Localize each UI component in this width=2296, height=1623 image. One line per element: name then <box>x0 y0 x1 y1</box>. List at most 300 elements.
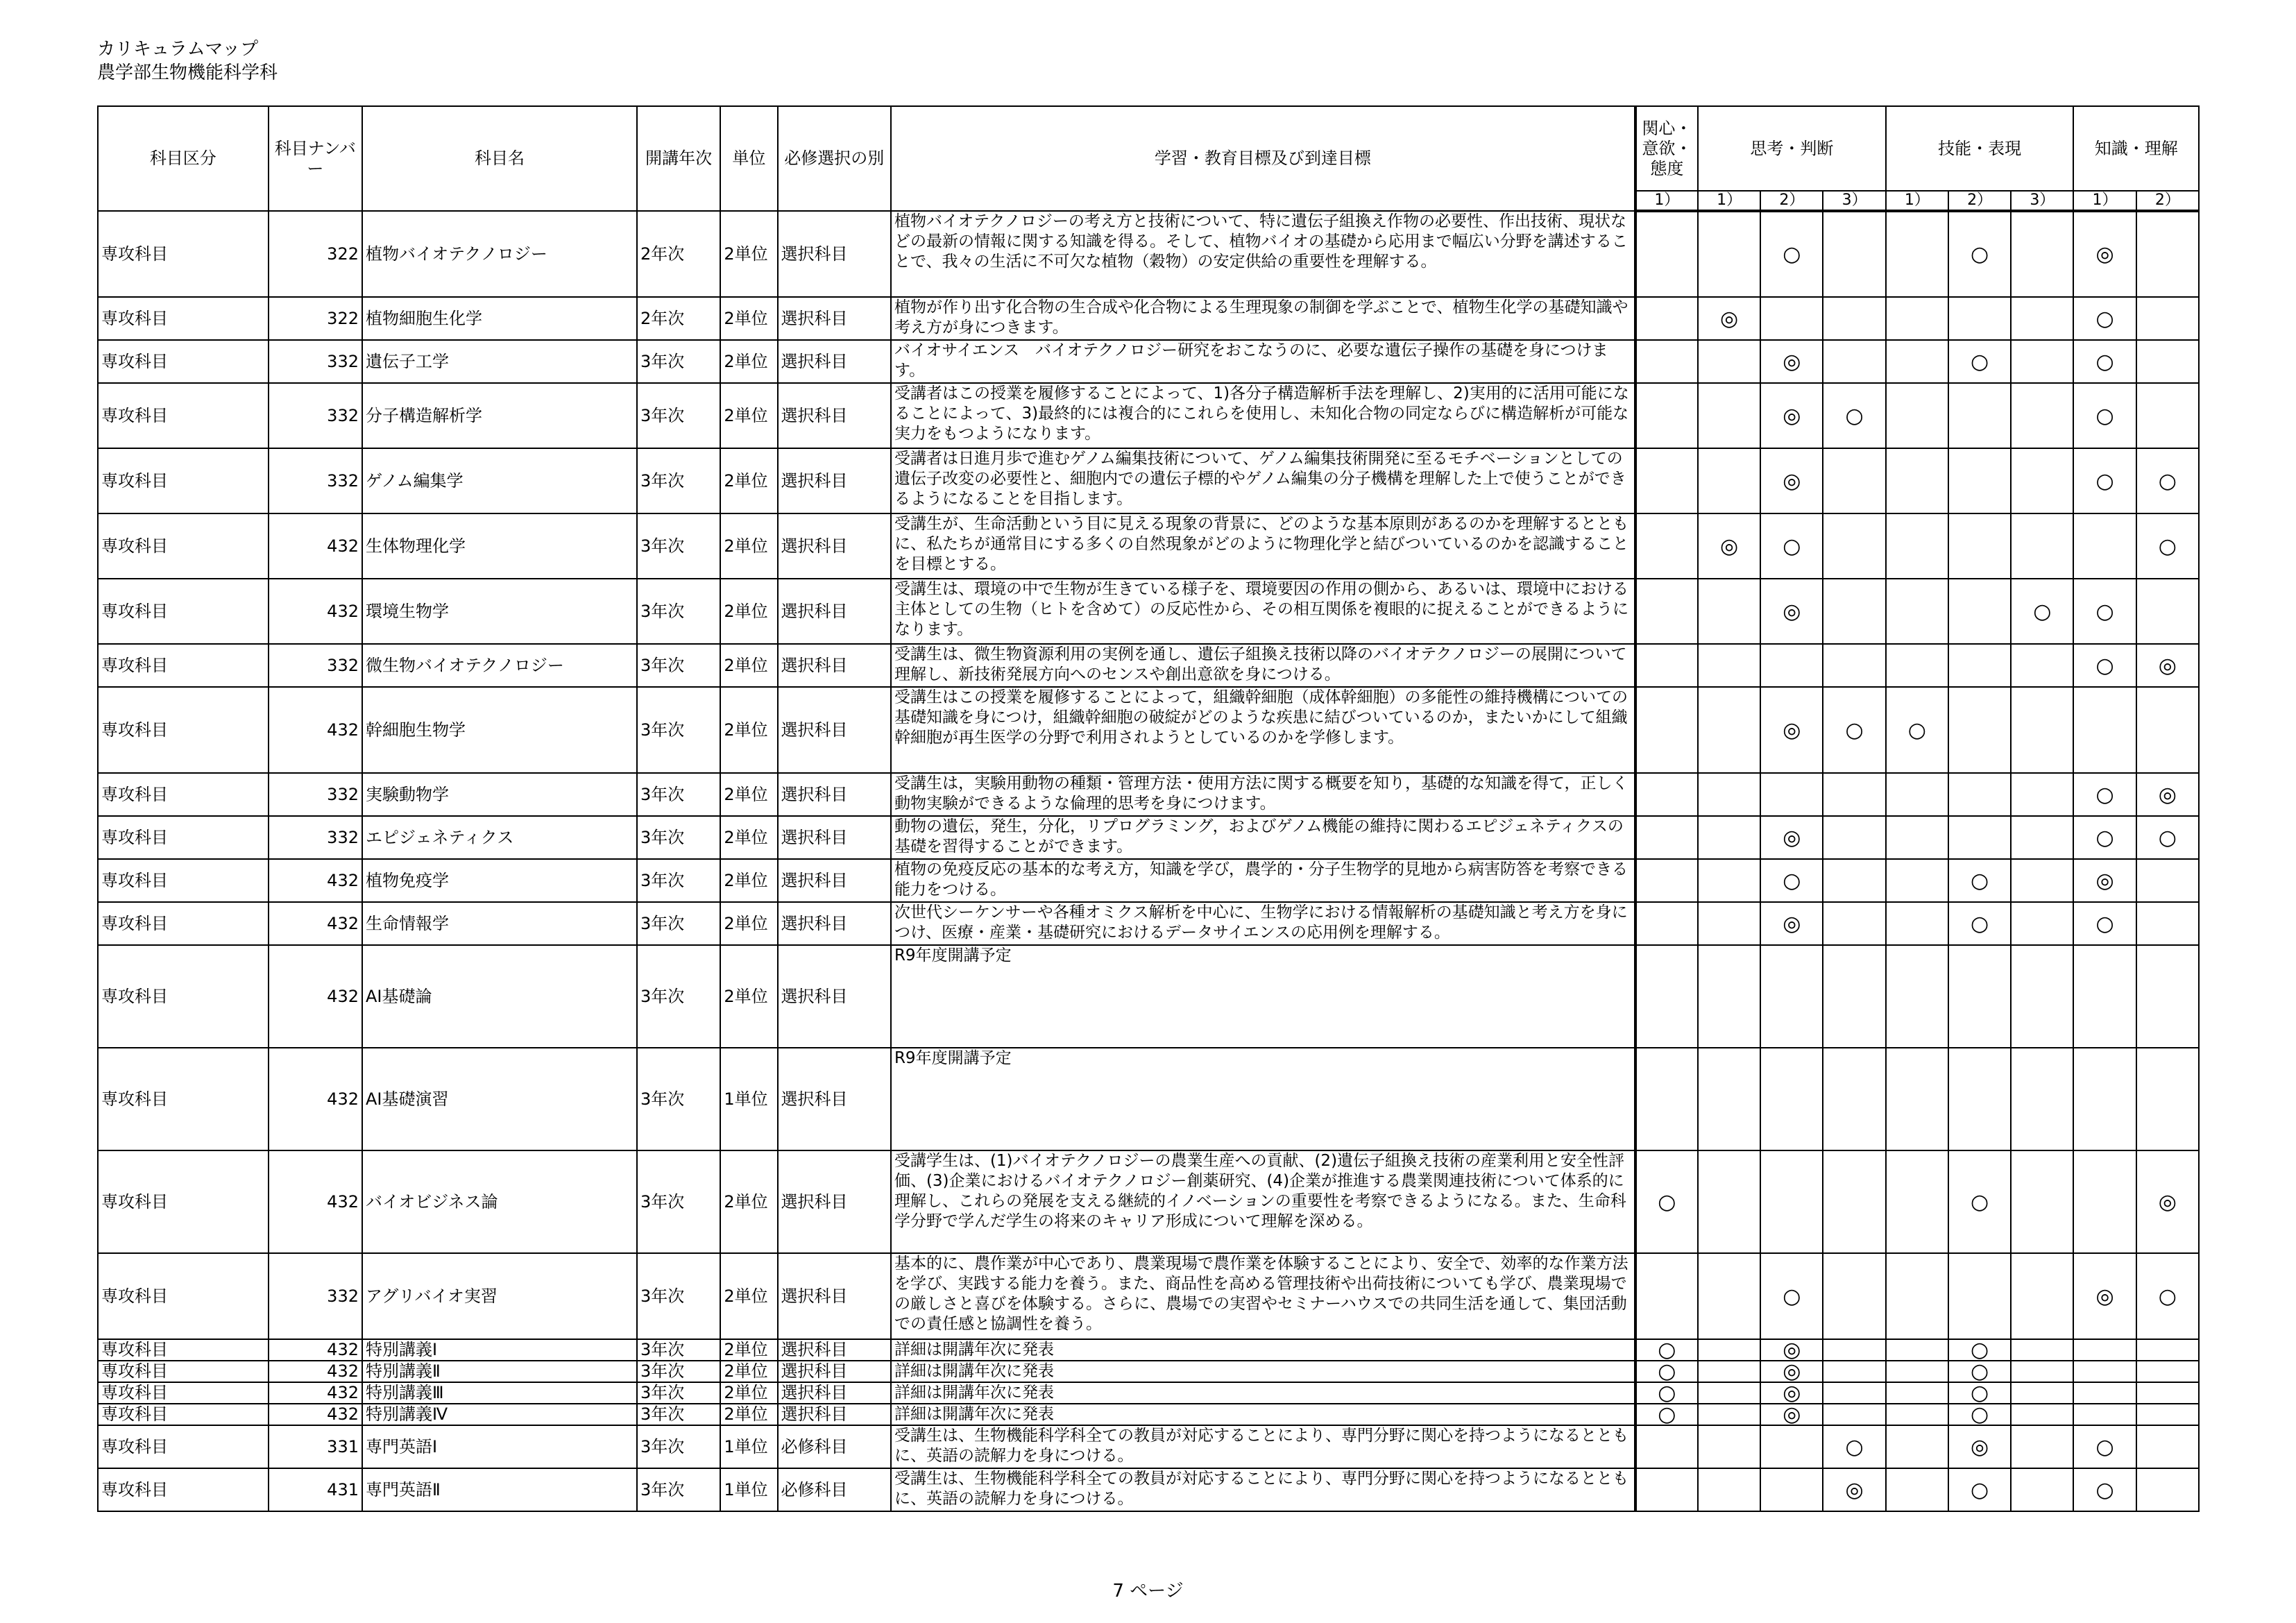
course-name-cell: 植物免疫学 <box>362 859 637 902</box>
course-year-cell: 2年次 <box>637 297 720 340</box>
mark-cell <box>2136 211 2199 297</box>
mark-cell <box>1698 859 1760 902</box>
course-goal-cell: 詳細は開講年次に発表 <box>891 1361 1635 1382</box>
mark-cell: ○ <box>1948 902 2011 945</box>
mark-cell <box>2011 773 2073 816</box>
mark-cell <box>1948 579 2011 644</box>
mark-cell <box>1823 644 1885 687</box>
mark-cell: ○ <box>1948 1150 2011 1253</box>
course-credit-cell: 2単位 <box>720 1339 777 1361</box>
mark-cell <box>2011 513 2073 579</box>
mark-cell <box>1886 1361 1948 1382</box>
mark-cell <box>1760 773 1823 816</box>
mark-cell: ◎ <box>1948 1425 2011 1468</box>
mark-cell: ○ <box>2073 1425 2136 1468</box>
mark-cell <box>1635 945 1698 1048</box>
course-number-cell: 332 <box>269 644 362 687</box>
course-required-cell: 選択科目 <box>778 340 891 383</box>
course-name-cell: 特別講義Ⅲ <box>362 1382 637 1404</box>
mark-cell <box>2136 687 2199 773</box>
course-number-cell: 332 <box>269 383 362 448</box>
course-goal-cell: バイオサイエンス バイオテクノロジー研究をおこなうのに、必要な遺伝子操作の基礎を身につけます。 <box>891 340 1635 383</box>
mark-cell: ○ <box>1760 1253 1823 1339</box>
mark-cell <box>1948 448 2011 513</box>
course-category-cell: 専攻科目 <box>98 383 269 448</box>
course-name-cell: 遺伝子工学 <box>362 340 637 383</box>
mark-cell <box>1635 644 1698 687</box>
mark-cell <box>1886 902 1948 945</box>
mark-cell <box>1698 1382 1760 1404</box>
mark-cell: ○ <box>1635 1150 1698 1253</box>
course-required-cell: 選択科目 <box>778 644 891 687</box>
mark-cell <box>2073 1404 2136 1425</box>
mark-cell <box>1886 340 1948 383</box>
mark-cell <box>1823 945 1885 1048</box>
course-year-cell: 3年次 <box>637 340 720 383</box>
course-required-cell: 選択科目 <box>778 687 891 773</box>
course-goal-cell: 受講者は日進月歩で進むゲノム編集技術について、ゲノム編集技術開発に至るモチベーションとしての遺伝子改変の必要性と、細胞内での遺伝子標的やゲノム編集の分子機構を理解した上で使うことができるようになることを目指します。 <box>891 448 1635 513</box>
mark-cell <box>2011 340 2073 383</box>
subheader-cell: 1） <box>2073 191 2136 211</box>
course-credit-cell: 2単位 <box>720 816 777 859</box>
col-header-goal: 学習・教育目標及び到達目標 <box>891 106 1635 211</box>
course-year-cell: 3年次 <box>637 1253 720 1339</box>
mark-cell: ◎ <box>1698 513 1760 579</box>
mark-cell <box>1635 1048 1698 1150</box>
course-row <box>98 1150 2199 1253</box>
mark-cell <box>2011 687 2073 773</box>
course-number-cell: 432 <box>269 1048 362 1150</box>
course-required-cell: 必修科目 <box>778 1425 891 1468</box>
course-row <box>98 773 2199 816</box>
mark-cell <box>2136 1468 2199 1511</box>
course-required-cell: 選択科目 <box>778 1253 891 1339</box>
mark-cell <box>1948 816 2011 859</box>
course-row <box>98 644 2199 687</box>
mark-cell <box>1823 1150 1885 1253</box>
mark-cell: ○ <box>2073 579 2136 644</box>
subheader-cell: 1） <box>1635 191 1698 211</box>
mark-cell <box>1698 644 1760 687</box>
mark-cell <box>1823 1339 1885 1361</box>
subheader-cell: 2） <box>1948 191 2011 211</box>
mark-cell <box>2136 1361 2199 1382</box>
course-goal-cell: 基本的に、農作業が中心であり、農業現場で農作業を体験することにより、安全で、効率的な作業方法を学び、実践する能力を養う。また、商品性を高める管理技術や出荷技術についても学び、農業現場での厳しさと喜びを体験する。さらに、農場での実習やセミナーハウスでの共同生活を通して、集団活動での責任感と協調性を養う。 <box>891 1253 1635 1339</box>
mark-cell <box>1635 211 1698 297</box>
mark-cell <box>1698 1361 1760 1382</box>
mark-cell <box>2073 513 2136 579</box>
course-year-cell: 3年次 <box>637 1048 720 1150</box>
mark-cell <box>1698 211 1760 297</box>
mark-cell <box>1823 1382 1885 1404</box>
course-required-cell: 選択科目 <box>778 448 891 513</box>
mark-cell <box>2011 1382 2073 1404</box>
mark-cell <box>1635 383 1698 448</box>
mark-cell: ○ <box>2073 902 2136 945</box>
course-row <box>98 1339 2199 1361</box>
mark-cell <box>1698 448 1760 513</box>
course-year-cell: 3年次 <box>637 1468 720 1511</box>
course-category-cell: 専攻科目 <box>98 816 269 859</box>
course-row <box>98 513 2199 579</box>
mark-cell <box>2073 1361 2136 1382</box>
mark-cell <box>1823 211 1885 297</box>
course-required-cell: 必修科目 <box>778 1468 891 1511</box>
mark-cell: ○ <box>1948 211 2011 297</box>
course-category-cell: 専攻科目 <box>98 1361 269 1382</box>
mark-cell <box>1886 513 1948 579</box>
mark-cell: ○ <box>1948 1468 2011 1511</box>
mark-cell: ○ <box>1760 513 1823 579</box>
mark-cell <box>1823 297 1885 340</box>
mark-cell: ◎ <box>2073 211 2136 297</box>
course-category-cell: 専攻科目 <box>98 1404 269 1425</box>
mark-cell: ◎ <box>1760 340 1823 383</box>
course-year-cell: 3年次 <box>637 1361 720 1382</box>
subheader-cell: 1） <box>1698 191 1760 211</box>
course-name-cell: 特別講義Ⅰ <box>362 1339 637 1361</box>
mark-cell <box>1760 1150 1823 1253</box>
mark-cell <box>1635 902 1698 945</box>
course-required-cell: 選択科目 <box>778 1361 891 1382</box>
mark-cell: ○ <box>2073 383 2136 448</box>
mark-cell: ○ <box>2073 297 2136 340</box>
mark-cell <box>1698 1425 1760 1468</box>
mark-cell <box>2136 945 2199 1048</box>
course-year-cell: 3年次 <box>637 1425 720 1468</box>
course-year-cell: 3年次 <box>637 816 720 859</box>
course-name-cell: 幹細胞生物学 <box>362 687 637 773</box>
mark-cell <box>2073 1382 2136 1404</box>
course-year-cell: 3年次 <box>637 513 720 579</box>
course-required-cell: 選択科目 <box>778 816 891 859</box>
page-number: 7 ページ <box>1112 1581 1184 1601</box>
course-goal-cell: 受講者はこの授業を履修することによって、1)各分子構造解析手法を理解し、2)実用的に活用可能になることによって、3)最終的には複合的にこれらを使用し、未知化合物の同定ならびに構造解析が可能な実力をもつようになります。 <box>891 383 1635 448</box>
mark-cell <box>1886 211 1948 297</box>
course-name-cell: バイオビジネス論 <box>362 1150 637 1253</box>
mark-cell: ◎ <box>2136 773 2199 816</box>
mark-cell: ◎ <box>1823 1468 1885 1511</box>
mark-cell <box>1635 579 1698 644</box>
course-category-cell: 専攻科目 <box>98 1150 269 1253</box>
course-row <box>98 1253 2199 1339</box>
mark-cell <box>1948 297 2011 340</box>
mark-cell <box>2011 1339 2073 1361</box>
course-credit-cell: 2単位 <box>720 1253 777 1339</box>
course-name-cell: 環境生物学 <box>362 579 637 644</box>
mark-cell <box>1698 687 1760 773</box>
course-number-cell: 332 <box>269 773 362 816</box>
mark-cell <box>1948 383 2011 448</box>
course-goal-cell: R9年度開講予定 <box>891 1048 1635 1150</box>
course-row <box>98 1425 2199 1468</box>
mark-cell <box>1760 1468 1823 1511</box>
mark-cell: ○ <box>1760 211 1823 297</box>
mark-cell: ◎ <box>1760 1339 1823 1361</box>
mark-cell <box>1948 773 2011 816</box>
mark-cell <box>1886 773 1948 816</box>
course-number-cell: 332 <box>269 816 362 859</box>
mark-cell <box>1948 644 2011 687</box>
mark-cell: ○ <box>2073 1468 2136 1511</box>
mark-cell: ○ <box>1823 1425 1885 1468</box>
page-title: カリキュラムマップ <box>97 39 259 60</box>
course-category-cell: 専攻科目 <box>98 687 269 773</box>
course-credit-cell: 2単位 <box>720 687 777 773</box>
course-goal-cell: 受講生はこの授業を履修することによって，組織幹細胞（成体幹細胞）の多能性の維持機構についての基礎知識を身につけ，組織幹細胞の破綻がどのような疾患に結びついているのか，またいかにして組織幹細胞が再生医学の分野で利用されようとしているのかを学修します。 <box>891 687 1635 773</box>
mark-cell <box>1760 1048 1823 1150</box>
course-goal-cell: 受講生は、微生物資源利用の実例を通し、遺伝子組換え技術以降のバイオテクノロジーの展開について理解し、新技術発展方向へのセンスや創出意欲を身につける。 <box>891 644 1635 687</box>
course-number-cell: 332 <box>269 448 362 513</box>
mark-cell <box>1760 945 1823 1048</box>
mark-cell <box>1886 383 1948 448</box>
mark-cell <box>1698 383 1760 448</box>
course-credit-cell: 2単位 <box>720 773 777 816</box>
mark-cell <box>1698 816 1760 859</box>
course-row <box>98 945 2199 1048</box>
mark-cell: ◎ <box>1760 1382 1823 1404</box>
col-header-year: 開講年次 <box>637 106 720 211</box>
mark-cell <box>1698 579 1760 644</box>
mark-cell <box>1698 902 1760 945</box>
course-row <box>98 340 2199 383</box>
course-year-cell: 3年次 <box>637 1382 720 1404</box>
mark-cell <box>1635 1425 1698 1468</box>
mark-cell <box>1823 1048 1885 1150</box>
course-credit-cell: 2単位 <box>720 902 777 945</box>
group-header-interest: 関心・意欲・態度 <box>1635 106 1698 191</box>
mark-cell <box>1698 1339 1760 1361</box>
mark-cell <box>1635 513 1698 579</box>
mark-cell <box>2073 1339 2136 1361</box>
course-category-cell: 専攻科目 <box>98 1425 269 1468</box>
course-credit-cell: 2単位 <box>720 297 777 340</box>
course-credit-cell: 2単位 <box>720 1382 777 1404</box>
mark-cell <box>2011 902 2073 945</box>
course-required-cell: 選択科目 <box>778 1382 891 1404</box>
header-row <box>98 106 2199 191</box>
mark-cell <box>1635 448 1698 513</box>
course-name-cell: アグリバイオ実習 <box>362 1253 637 1339</box>
course-year-cell: 2年次 <box>637 211 720 297</box>
mark-cell <box>1635 773 1698 816</box>
mark-cell: ○ <box>1886 687 1948 773</box>
department-name: 農学部生物機能科学科 <box>97 62 278 83</box>
course-name-cell: 特別講義Ⅱ <box>362 1361 637 1382</box>
mark-cell: ◎ <box>1760 687 1823 773</box>
mark-cell: ○ <box>2073 816 2136 859</box>
course-credit-cell: 2単位 <box>720 859 777 902</box>
mark-cell <box>1823 773 1885 816</box>
mark-cell <box>1698 340 1760 383</box>
mark-cell <box>2011 297 2073 340</box>
mark-cell <box>1635 859 1698 902</box>
group-header-thinking: 思考・判断 <box>1698 106 1886 191</box>
course-year-cell: 3年次 <box>637 687 720 773</box>
mark-cell <box>2011 1404 2073 1425</box>
course-goal-cell: 植物の免疫反応の基本的な考え方，知識を学び，農学的・分子生物学的見地から病害防答を考察できる能力をつける。 <box>891 859 1635 902</box>
mark-cell <box>2136 383 2199 448</box>
mark-cell: ○ <box>2073 448 2136 513</box>
course-category-cell: 専攻科目 <box>98 513 269 579</box>
subheader-cell: 3） <box>1823 191 1885 211</box>
mark-cell <box>2136 1339 2199 1361</box>
course-category-cell: 専攻科目 <box>98 1339 269 1361</box>
mark-cell <box>1948 945 2011 1048</box>
mark-cell: ○ <box>1823 383 1885 448</box>
mark-cell <box>1635 297 1698 340</box>
mark-cell: ○ <box>1635 1361 1698 1382</box>
mark-cell: ◎ <box>2073 1253 2136 1339</box>
mark-cell <box>1698 945 1760 1048</box>
mark-cell: ○ <box>1948 1382 2011 1404</box>
course-goal-cell: 植物バイオテクノロジーの考え方と技術について、特に遺伝子組換え作物の必要性、作出技術、現状などの最新の情報に関する知識を得る。そして、植物バイオの基礎から応用まで幅広い分野を講述することで、我々の生活に不可欠な植物（穀物）の安定供給の重要性を理解する。 <box>891 211 1635 297</box>
course-required-cell: 選択科目 <box>778 513 891 579</box>
mark-cell <box>2011 1425 2073 1468</box>
mark-cell <box>1823 1361 1885 1382</box>
course-number-cell: 331 <box>269 1425 362 1468</box>
course-category-cell: 専攻科目 <box>98 773 269 816</box>
course-name-cell: 生体物理化学 <box>362 513 637 579</box>
course-required-cell: 選択科目 <box>778 211 891 297</box>
course-goal-cell: 受講生は、生物機能科学科全ての教員が対応することにより、専門分野に関心を持つようになるとともに、英語の読解力を身につける。 <box>891 1425 1635 1468</box>
course-category-cell: 専攻科目 <box>98 1382 269 1404</box>
mark-cell <box>1886 1048 1948 1150</box>
mark-cell: ○ <box>2073 773 2136 816</box>
mark-cell <box>1760 297 1823 340</box>
mark-cell <box>2136 1382 2199 1404</box>
course-category-cell: 専攻科目 <box>98 902 269 945</box>
mark-cell <box>2011 1468 2073 1511</box>
course-name-cell: エピジェネティクス <box>362 816 637 859</box>
mark-cell <box>1886 448 1948 513</box>
course-number-cell: 432 <box>269 1361 362 1382</box>
col-header-name: 科目名 <box>362 106 637 211</box>
col-header-number: 科目ナンバー <box>269 106 362 211</box>
subheader-cell: 2） <box>1760 191 1823 211</box>
mark-cell: ◎ <box>2136 644 2199 687</box>
mark-cell <box>2011 816 2073 859</box>
course-category-cell: 専攻科目 <box>98 859 269 902</box>
course-category-cell: 専攻科目 <box>98 297 269 340</box>
course-goal-cell: 受講生は、環境の中で生物が生きている様子を、環境要因の作用の側から、あるいは、環境中における主体としての生物（ヒトを含めて）の反応性から、その相互関係を複眼的に捉えることができるようになります。 <box>891 579 1635 644</box>
course-name-cell: ゲノム編集学 <box>362 448 637 513</box>
mark-cell <box>2011 1361 2073 1382</box>
mark-cell: ○ <box>1635 1404 1698 1425</box>
mark-cell: ○ <box>1948 1361 2011 1382</box>
mark-cell <box>2073 687 2136 773</box>
course-goal-cell: R9年度開講予定 <box>891 945 1635 1048</box>
course-category-cell: 専攻科目 <box>98 211 269 297</box>
mark-cell <box>1760 1425 1823 1468</box>
mark-cell <box>1635 340 1698 383</box>
course-credit-cell: 2単位 <box>720 1404 777 1425</box>
mark-cell <box>1823 1404 1885 1425</box>
mark-cell <box>1886 1468 1948 1511</box>
course-name-cell: 生命情報学 <box>362 902 637 945</box>
mark-cell: ◎ <box>1760 902 1823 945</box>
course-name-cell: 分子構造解析学 <box>362 383 637 448</box>
course-year-cell: 3年次 <box>637 773 720 816</box>
mark-cell <box>1823 513 1885 579</box>
mark-cell <box>1823 579 1885 644</box>
mark-cell <box>1698 1468 1760 1511</box>
course-category-cell: 専攻科目 <box>98 644 269 687</box>
course-credit-cell: 2単位 <box>720 513 777 579</box>
subheader-cell: 1） <box>1886 191 1948 211</box>
mark-cell <box>1886 859 1948 902</box>
mark-cell: ○ <box>1635 1382 1698 1404</box>
mark-cell <box>1948 1253 2011 1339</box>
course-goal-cell: 詳細は開講年次に発表 <box>891 1404 1635 1425</box>
course-year-cell: 3年次 <box>637 902 720 945</box>
mark-cell <box>2136 1425 2199 1468</box>
course-row <box>98 448 2199 513</box>
course-required-cell: 選択科目 <box>778 1150 891 1253</box>
mark-cell <box>2011 1048 2073 1150</box>
subheader-cell: 2） <box>2136 191 2199 211</box>
mark-cell <box>2011 644 2073 687</box>
course-name-cell: 植物細胞生化学 <box>362 297 637 340</box>
course-required-cell: 選択科目 <box>778 1339 891 1361</box>
mark-cell: ○ <box>1760 859 1823 902</box>
course-row <box>98 902 2199 945</box>
course-name-cell: 植物バイオテクノロジー <box>362 211 637 297</box>
mark-cell <box>1635 816 1698 859</box>
course-credit-cell: 1単位 <box>720 1468 777 1511</box>
mark-cell <box>1698 1150 1760 1253</box>
mark-cell <box>1698 773 1760 816</box>
mark-cell: ○ <box>2136 513 2199 579</box>
mark-cell: ○ <box>2136 816 2199 859</box>
course-goal-cell: 次世代シーケンサーや各種オミクス解析を中心に、生物学における情報解析の基礎知識と考え方を身につけ、医療・産業・基礎研究におけるデータサイエンスの応用例を理解する。 <box>891 902 1635 945</box>
course-credit-cell: 2単位 <box>720 945 777 1048</box>
mark-cell: ○ <box>2136 1253 2199 1339</box>
course-year-cell: 3年次 <box>637 1404 720 1425</box>
course-category-cell: 専攻科目 <box>98 448 269 513</box>
mark-cell <box>1635 1253 1698 1339</box>
col-header-category: 科目区分 <box>98 106 269 211</box>
mark-cell <box>1886 945 1948 1048</box>
mark-cell <box>2136 297 2199 340</box>
course-year-cell: 3年次 <box>637 579 720 644</box>
course-credit-cell: 1単位 <box>720 1425 777 1468</box>
course-row <box>98 1361 2199 1382</box>
course-required-cell: 選択科目 <box>778 579 891 644</box>
course-year-cell: 3年次 <box>637 448 720 513</box>
course-name-cell: 専門英語Ⅱ <box>362 1468 637 1511</box>
course-category-cell: 専攻科目 <box>98 1468 269 1511</box>
mark-cell <box>1698 1404 1760 1425</box>
course-category-cell: 専攻科目 <box>98 1253 269 1339</box>
col-header-required: 必修選択の別 <box>778 106 891 211</box>
curriculum-map-table <box>97 105 2200 1512</box>
course-year-cell: 3年次 <box>637 1339 720 1361</box>
mark-cell <box>1635 1468 1698 1511</box>
mark-cell <box>1635 687 1698 773</box>
course-goal-cell: 受講生は、生物機能科学科全ての教員が対応することにより、専門分野に関心を持つようになるとともに、英語の読解力を身につける。 <box>891 1468 1635 1511</box>
course-required-cell: 選択科目 <box>778 297 891 340</box>
group-header-knowledge: 知識・理解 <box>2073 106 2199 191</box>
course-number-cell: 432 <box>269 1150 362 1253</box>
mark-cell <box>1886 297 1948 340</box>
course-number-cell: 432 <box>269 1339 362 1361</box>
course-category-cell: 専攻科目 <box>98 945 269 1048</box>
course-name-cell: AI基礎演習 <box>362 1048 637 1150</box>
course-goal-cell: 受講学生は、(1)バイオテクノロジーの農業生産への貢献、(2)遺伝子組換え技術の産業利用と安全性評価、(3)企業におけるバイオテクノロジー創薬研究、(4)企業が推進する農業関連技術について体系的に理解し、これらの発展を支える継続的イノベーションの重要性を考察できるようになる。また、生命科学分野で学んだ学生の将来のキャリア形成について理解を深める。 <box>891 1150 1635 1253</box>
mark-cell <box>2136 1048 2199 1150</box>
mark-cell: ◎ <box>1760 383 1823 448</box>
